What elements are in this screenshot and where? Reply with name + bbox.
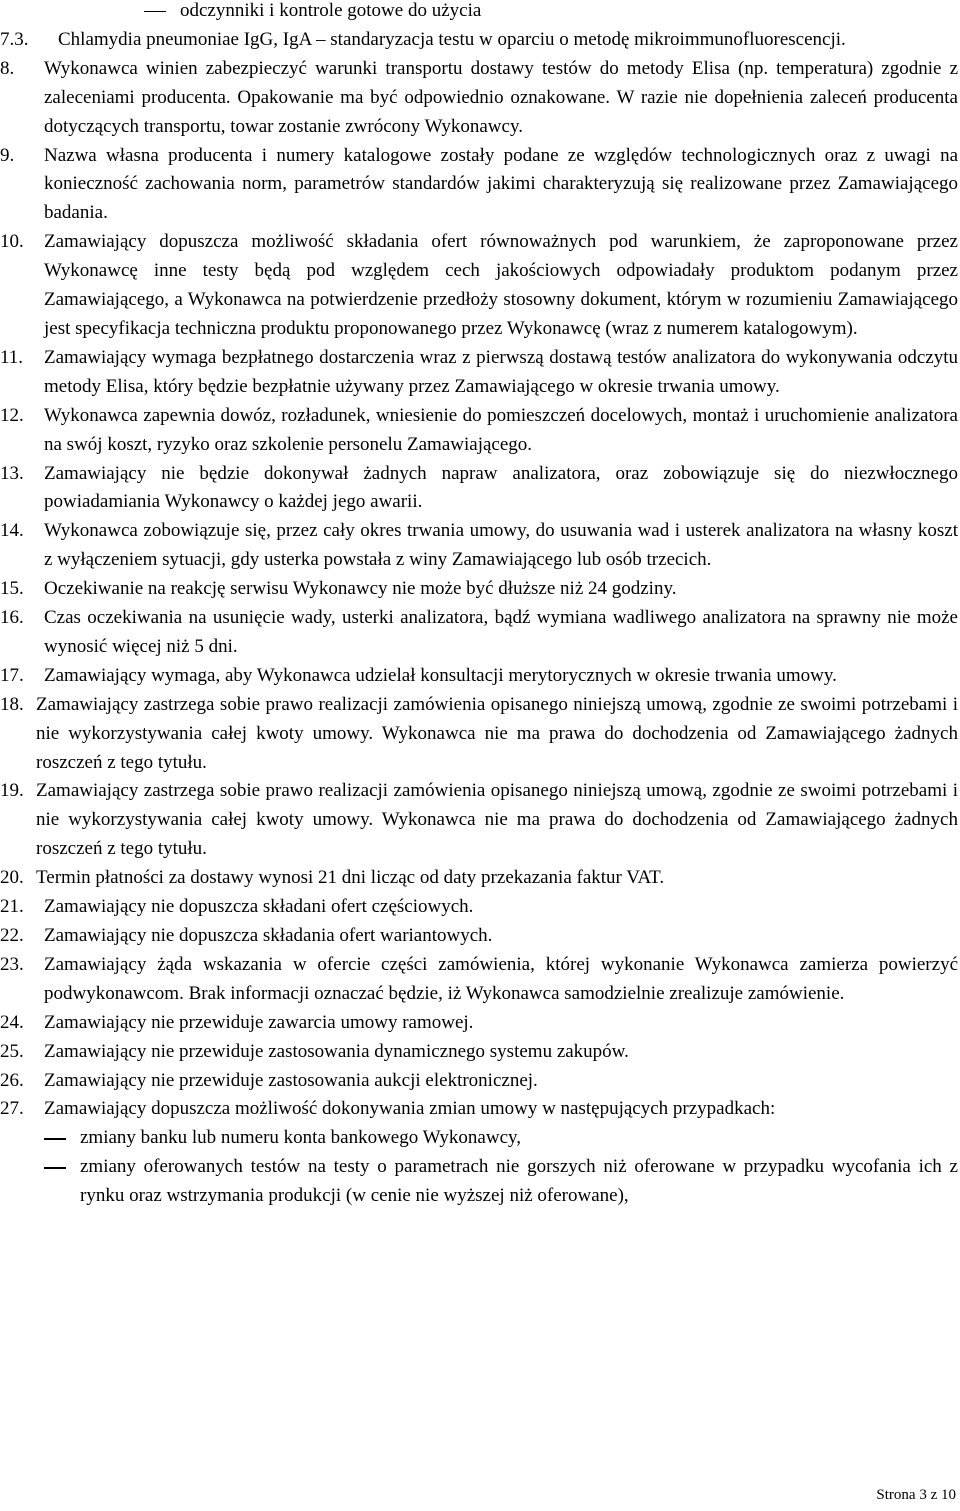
dash-bullet-icon bbox=[144, 0, 180, 26]
item-number: 21. bbox=[0, 896, 24, 918]
item-number: 25. bbox=[0, 1040, 24, 1062]
item-text: Zamawiający nie przewiduje zastosowania aukcji elektronicznej. bbox=[44, 1069, 538, 1091]
item-number: 18. bbox=[0, 693, 24, 715]
item-text: Czas oczekiwania na usunięcie wady, usterki analizatora, bądź wymiana wadliwego analizatora na sprawny nie może wynosić więcej niż 5 dni. bbox=[44, 607, 958, 657]
item-number: 12. bbox=[0, 404, 24, 426]
item-text: Wykonawca zobowiązuje się, przez cały okres trwania umowy, do usuwania wad i usterek analizatora na własny koszt z wyłączeniem sytuacji, gdy usterka powstała z winy Zamawiającego lub osób trzecich. bbox=[44, 520, 958, 571]
sub-bullet-item bbox=[0, 1124, 958, 1153]
item-text: Termin płatności za dostawy wynosi 21 dni licząc od daty przekazania faktur VAT. bbox=[36, 867, 665, 889]
page-footer bbox=[876, 1486, 956, 1504]
list-item-21 bbox=[0, 893, 958, 922]
item-number: 9. bbox=[0, 144, 15, 166]
item-number: 22. bbox=[0, 925, 24, 946]
footer-separator: z bbox=[930, 1487, 938, 1503]
list-item-12 bbox=[0, 402, 958, 460]
list-item-15 bbox=[0, 575, 958, 604]
item-number: 15. bbox=[0, 578, 24, 600]
footer-total-pages: 10 bbox=[941, 1487, 956, 1503]
list-item-14 bbox=[0, 517, 958, 575]
item-text: Zamawiający zastrzega sobie prawo realizacji zamówienia opisanego niniejszą umową, zgodnie ze swoimi potrzebami i nie wykorzystywania całej kwoty umowy. Wykonawca nie ma prawa do dochodzenia od Zamawiającego żadnych roszczeń z tego tytułu. bbox=[36, 780, 958, 860]
list-item-13 bbox=[0, 460, 958, 518]
item-text: Zamawiający wymaga bezpłatnego dostarczenia wraz z pierwszą dostawą testów analizatora do wykonywania odczytu metody Elisa, który będzie bezpłatnie używany przez Zamawiającego w okresie trwania umowy. bbox=[44, 346, 958, 397]
sub-bullet-item bbox=[0, 1153, 958, 1211]
item-number: 11. bbox=[0, 346, 24, 368]
list-item-8 bbox=[0, 55, 958, 142]
list-item-16 bbox=[0, 604, 958, 662]
item-text: Zamawiający żąda wskazania w ofercie części zamówienia, której wykonanie Wykonawca zamierza powierzyć podwykonawcom. Brak informacji oznaczać będzie, iż Wykonawca samodzielnie zrealizuje zamówienie. bbox=[44, 953, 958, 1004]
footer-current-page: 3 bbox=[919, 1487, 927, 1503]
list-item-11 bbox=[0, 344, 958, 402]
dash-bullet-icon bbox=[44, 1124, 80, 1153]
list-item-19 bbox=[0, 777, 958, 864]
list-item-25 bbox=[0, 1038, 958, 1067]
item-number: 14. bbox=[0, 520, 24, 542]
item-text: Zamawiający wymaga, aby Wykonawca udzielał konsultacji merytorycznych w okresie trwania umowy. bbox=[44, 664, 837, 686]
item-number: 13. bbox=[0, 462, 24, 484]
list-item-22 bbox=[0, 922, 958, 951]
item-number: 27. bbox=[0, 1098, 24, 1120]
sub-bullet-text: zmiany oferowanych testów na testy o parametrach nie gorszych niż oferowane w przypadku wycofania ich z rynku oraz wstrzymania produkcji (w cenie nie wyższej niż oferowane), bbox=[80, 1156, 958, 1207]
item-number: 26. bbox=[0, 1069, 24, 1091]
sub-bullet-text: zmiany banku lub numeru konta bankowego Wykonawcy, bbox=[80, 1127, 522, 1149]
item-number: 16. bbox=[0, 607, 24, 629]
dash-bullet-icon bbox=[44, 1153, 80, 1211]
item-text: Oczekiwanie na reakcję serwisu Wykonawcy nie może być dłuższe niż 24 godziny. bbox=[44, 578, 677, 600]
bullet-text: odczynniki i kontrole gotowe do użycia bbox=[180, 0, 482, 21]
list-item-23 bbox=[0, 951, 958, 1009]
list-item-20 bbox=[0, 864, 958, 893]
list-item-7-3 bbox=[0, 26, 958, 55]
item-number: 24. bbox=[0, 1011, 24, 1033]
item-number: 20. bbox=[0, 867, 24, 889]
item-text: Zamawiający dopuszcza możliwość składania ofert równoważnych pod warunkiem, że zaproponowane przez Wykonawcę inne testy będą pod względem cech jakościowych odpowiadały produktom podanym przez Zamawiającego, a Wykonawca na potwierdzenie przedłoży stosowny dokument, którym w rozumieniu Zamawiającego jest specyfikacja techniczna produktu proponowanego przez Wykonawcę (wraz z numerem katalogowym). bbox=[44, 231, 958, 339]
list-item-24 bbox=[0, 1009, 958, 1038]
item-text: Nazwa własna producenta i numery katalogowe zostały podane ze względów technologicznych oraz z uwagi na konieczność zachowania norm, parametrów standardów jakimi charakteryzują się realizowane przez Zamawiającego badania. bbox=[44, 144, 958, 224]
item-text: Zamawiający nie dopuszcza składania ofert wariantowych. bbox=[44, 925, 493, 946]
item-number: 17. bbox=[0, 664, 24, 686]
item-text: Chlamydia pneumoniae IgG, IgA – standaryzacja testu w oparciu o metodę mikroimmunofluorescencji. bbox=[58, 28, 846, 50]
footer-label: Strona bbox=[876, 1487, 916, 1503]
item-text: Zamawiający nie przewiduje zawarcia umowy ramowej. bbox=[44, 1011, 474, 1033]
item-number: 19. bbox=[0, 780, 24, 802]
item-text: Zamawiający nie będzie dokonywał żadnych napraw analizatora, oraz zobowiązuje się do niezwłocznego powiadamiania Wykonawcy o każdej jego awarii. bbox=[44, 462, 958, 513]
item-text: Zamawiający nie przewiduje zastosowania dynamicznego systemu zakupów. bbox=[44, 1040, 629, 1062]
list-item-10 bbox=[0, 228, 958, 344]
bullet-item bbox=[0, 0, 958, 26]
item-text: Zamawiający zastrzega sobie prawo realizacji zamówienia opisanego niniejszą umową, zgodnie ze swoimi potrzebami i nie wykorzystywania całej kwoty umowy. Wykonawca nie ma prawa do dochodzenia od Zamawiającego żadnych roszczeń z tego tytułu. bbox=[36, 693, 958, 773]
item-text: Wykonawca winien zabezpieczyć warunki transportu dostawy testów do metody Elisa (np. temperatura) zgodnie z zaleceniami producenta. Opakowanie ma być odpowiednio oznakowane. W razie nie dopełnienia zaleceń producenta dotyczących transportu, towar zostanie zwrócony Wykonawcy. bbox=[44, 57, 958, 137]
item-text: Wykonawca zapewnia dowóz, rozładunek, wniesienie do pomieszczeń docelowych, montaż i uruchomienie analizatora na swój koszt, ryzyko oraz szkolenie personelu Zamawiającego. bbox=[44, 404, 958, 455]
item-number: 7.3. bbox=[0, 28, 29, 50]
item-number: 10. bbox=[0, 231, 24, 253]
list-item-17 bbox=[0, 662, 958, 691]
item-number: 23. bbox=[0, 953, 24, 975]
item-text: Zamawiający dopuszcza możliwość dokonywania zmian umowy w następujących przypadkach: bbox=[44, 1098, 776, 1120]
item-number: 8. bbox=[0, 57, 15, 79]
list-item-9 bbox=[0, 142, 958, 229]
list-item-18 bbox=[0, 691, 958, 778]
list-item-26 bbox=[0, 1067, 958, 1096]
item-text: Zamawiający nie dopuszcza składani ofert częściowych. bbox=[44, 896, 474, 918]
list-item-27 bbox=[0, 1095, 958, 1124]
